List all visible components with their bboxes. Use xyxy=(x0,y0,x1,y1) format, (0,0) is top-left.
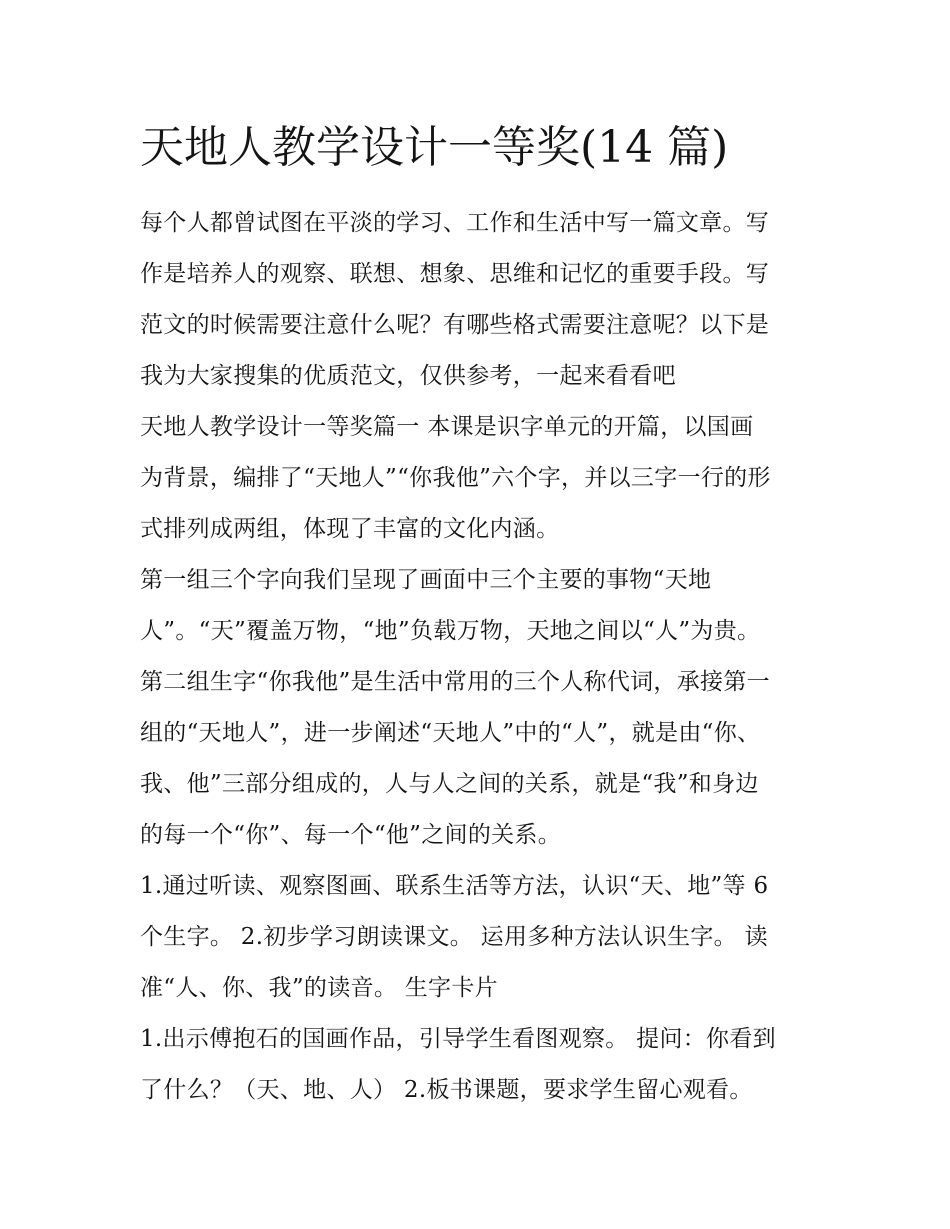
body-line: 组的“天地人”，进一步阐述“天地人”中的“人”，就是由“你、 xyxy=(140,720,761,746)
body-line: 准“人、你、我”的读音。 生字卡片 xyxy=(140,975,498,1001)
body-line: 了什么？（天、地、人） 2.板书课题，要求学生留心观看。 xyxy=(140,1077,753,1103)
body-line: 式排列成两组，体现了丰富的文化内涵。 xyxy=(140,516,560,542)
body-line: 每个人都曾试图在平淡的学习、工作和生活中写一篇文章。写 xyxy=(140,210,770,236)
body-line: 人”。“天”覆盖万物，“地”负载万物，天地之间以“人”为贵。 xyxy=(140,618,761,644)
body-line: 作是培养人的观察、联想、想象、思维和记忆的重要手段。写 xyxy=(140,261,770,287)
body-line: 为背景，编排了“天地人”“你我他”六个字，并以三字一行的形 xyxy=(140,465,771,491)
body-line: 第一组三个字向我们呈现了画面中三个主要的事物“天地 xyxy=(140,567,712,593)
body-line: 1.通过听读、观察图画、联系生活等方法，认识“天、地”等 6 xyxy=(140,873,769,899)
document-body xyxy=(140,198,820,1116)
body-line: 个生字。 2.初步学习朗读课文。 运用多种方法认识生字。 读 xyxy=(140,924,768,950)
document-title: 天地人教学设计一等奖(14 篇) xyxy=(140,122,729,173)
body-line: 我为大家搜集的优质范文，仅供参考，一起来看看吧 xyxy=(140,363,676,389)
body-line: 的每一个“你”、每一个“他”之间的关系。 xyxy=(140,822,562,848)
body-line: 我、他”三部分组成的，人与人之间的关系，就是“我”和身边 xyxy=(140,771,759,797)
body-line: 1.出示傅抱石的国画作品，引导学生看图观察。 提问：你看到 xyxy=(140,1026,776,1052)
body-line: 范文的时候需要注意什么呢？有哪些格式需要注意呢？以下是 xyxy=(140,312,770,338)
body-line: 第二组生字“你我他”是生活中常用的三个人称代词，承接第一 xyxy=(140,669,770,695)
body-line: 天地人教学设计一等奖篇一 本课是识字单元的开篇，以国画 xyxy=(140,414,754,440)
